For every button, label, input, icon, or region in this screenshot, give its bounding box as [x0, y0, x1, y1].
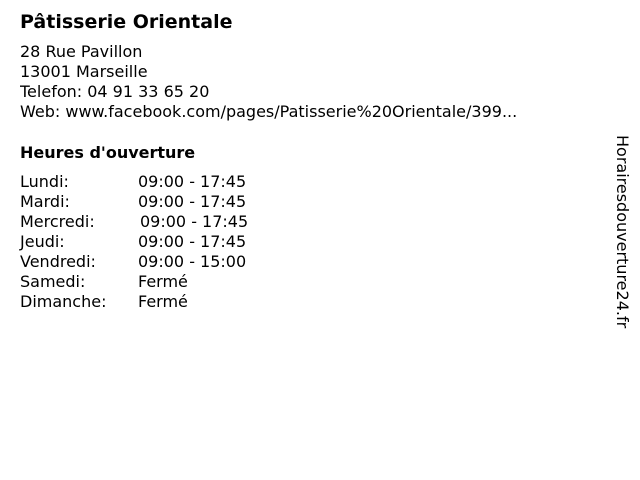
- website-link[interactable]: Web: www.facebook.com/pages/Patisserie%20Orientale/399...: [20, 102, 518, 121]
- time-value: Fermé: [138, 292, 188, 311]
- time-value: 09:00 - 17:45: [138, 192, 247, 211]
- city-address: 13001 Marseille: [20, 62, 148, 81]
- time-value: 09:00 - 17:45: [138, 172, 247, 191]
- day-label: Jeudi:: [20, 232, 65, 251]
- day-label: Mercredi:: [20, 212, 95, 231]
- time-value: 09:00 - 15:00: [138, 252, 247, 271]
- street-address: 28 Rue Pavillon: [20, 42, 143, 61]
- opening-hours-table: [20, 172, 600, 312]
- day-label: Lundi:: [20, 172, 69, 191]
- hours-row-tuesday: [20, 192, 600, 212]
- hours-row-thursday: [20, 232, 600, 252]
- day-label: Dimanche:: [20, 292, 107, 311]
- day-label: Samedi:: [20, 272, 86, 291]
- hours-row-friday: [20, 252, 600, 272]
- hours-row-saturday: [20, 272, 600, 292]
- hours-row-monday: [20, 172, 600, 192]
- time-value: Fermé: [138, 272, 188, 291]
- time-value: 09:00 - 17:45: [140, 212, 249, 231]
- hours-row-sunday: [20, 292, 600, 312]
- hours-row-wednesday: [20, 212, 600, 232]
- business-name: Pâtisserie Orientale: [20, 11, 233, 33]
- day-label: Mardi:: [20, 192, 70, 211]
- site-brand-watermark: Horairesdouverture24.fr: [613, 135, 632, 329]
- time-value: 09:00 - 17:45: [138, 232, 247, 251]
- phone-number: Telefon: 04 91 33 65 20: [20, 82, 210, 101]
- opening-hours-heading: Heures d'ouverture: [20, 143, 196, 162]
- day-label: Vendredi:: [20, 252, 96, 271]
- business-card: [20, 10, 600, 312]
